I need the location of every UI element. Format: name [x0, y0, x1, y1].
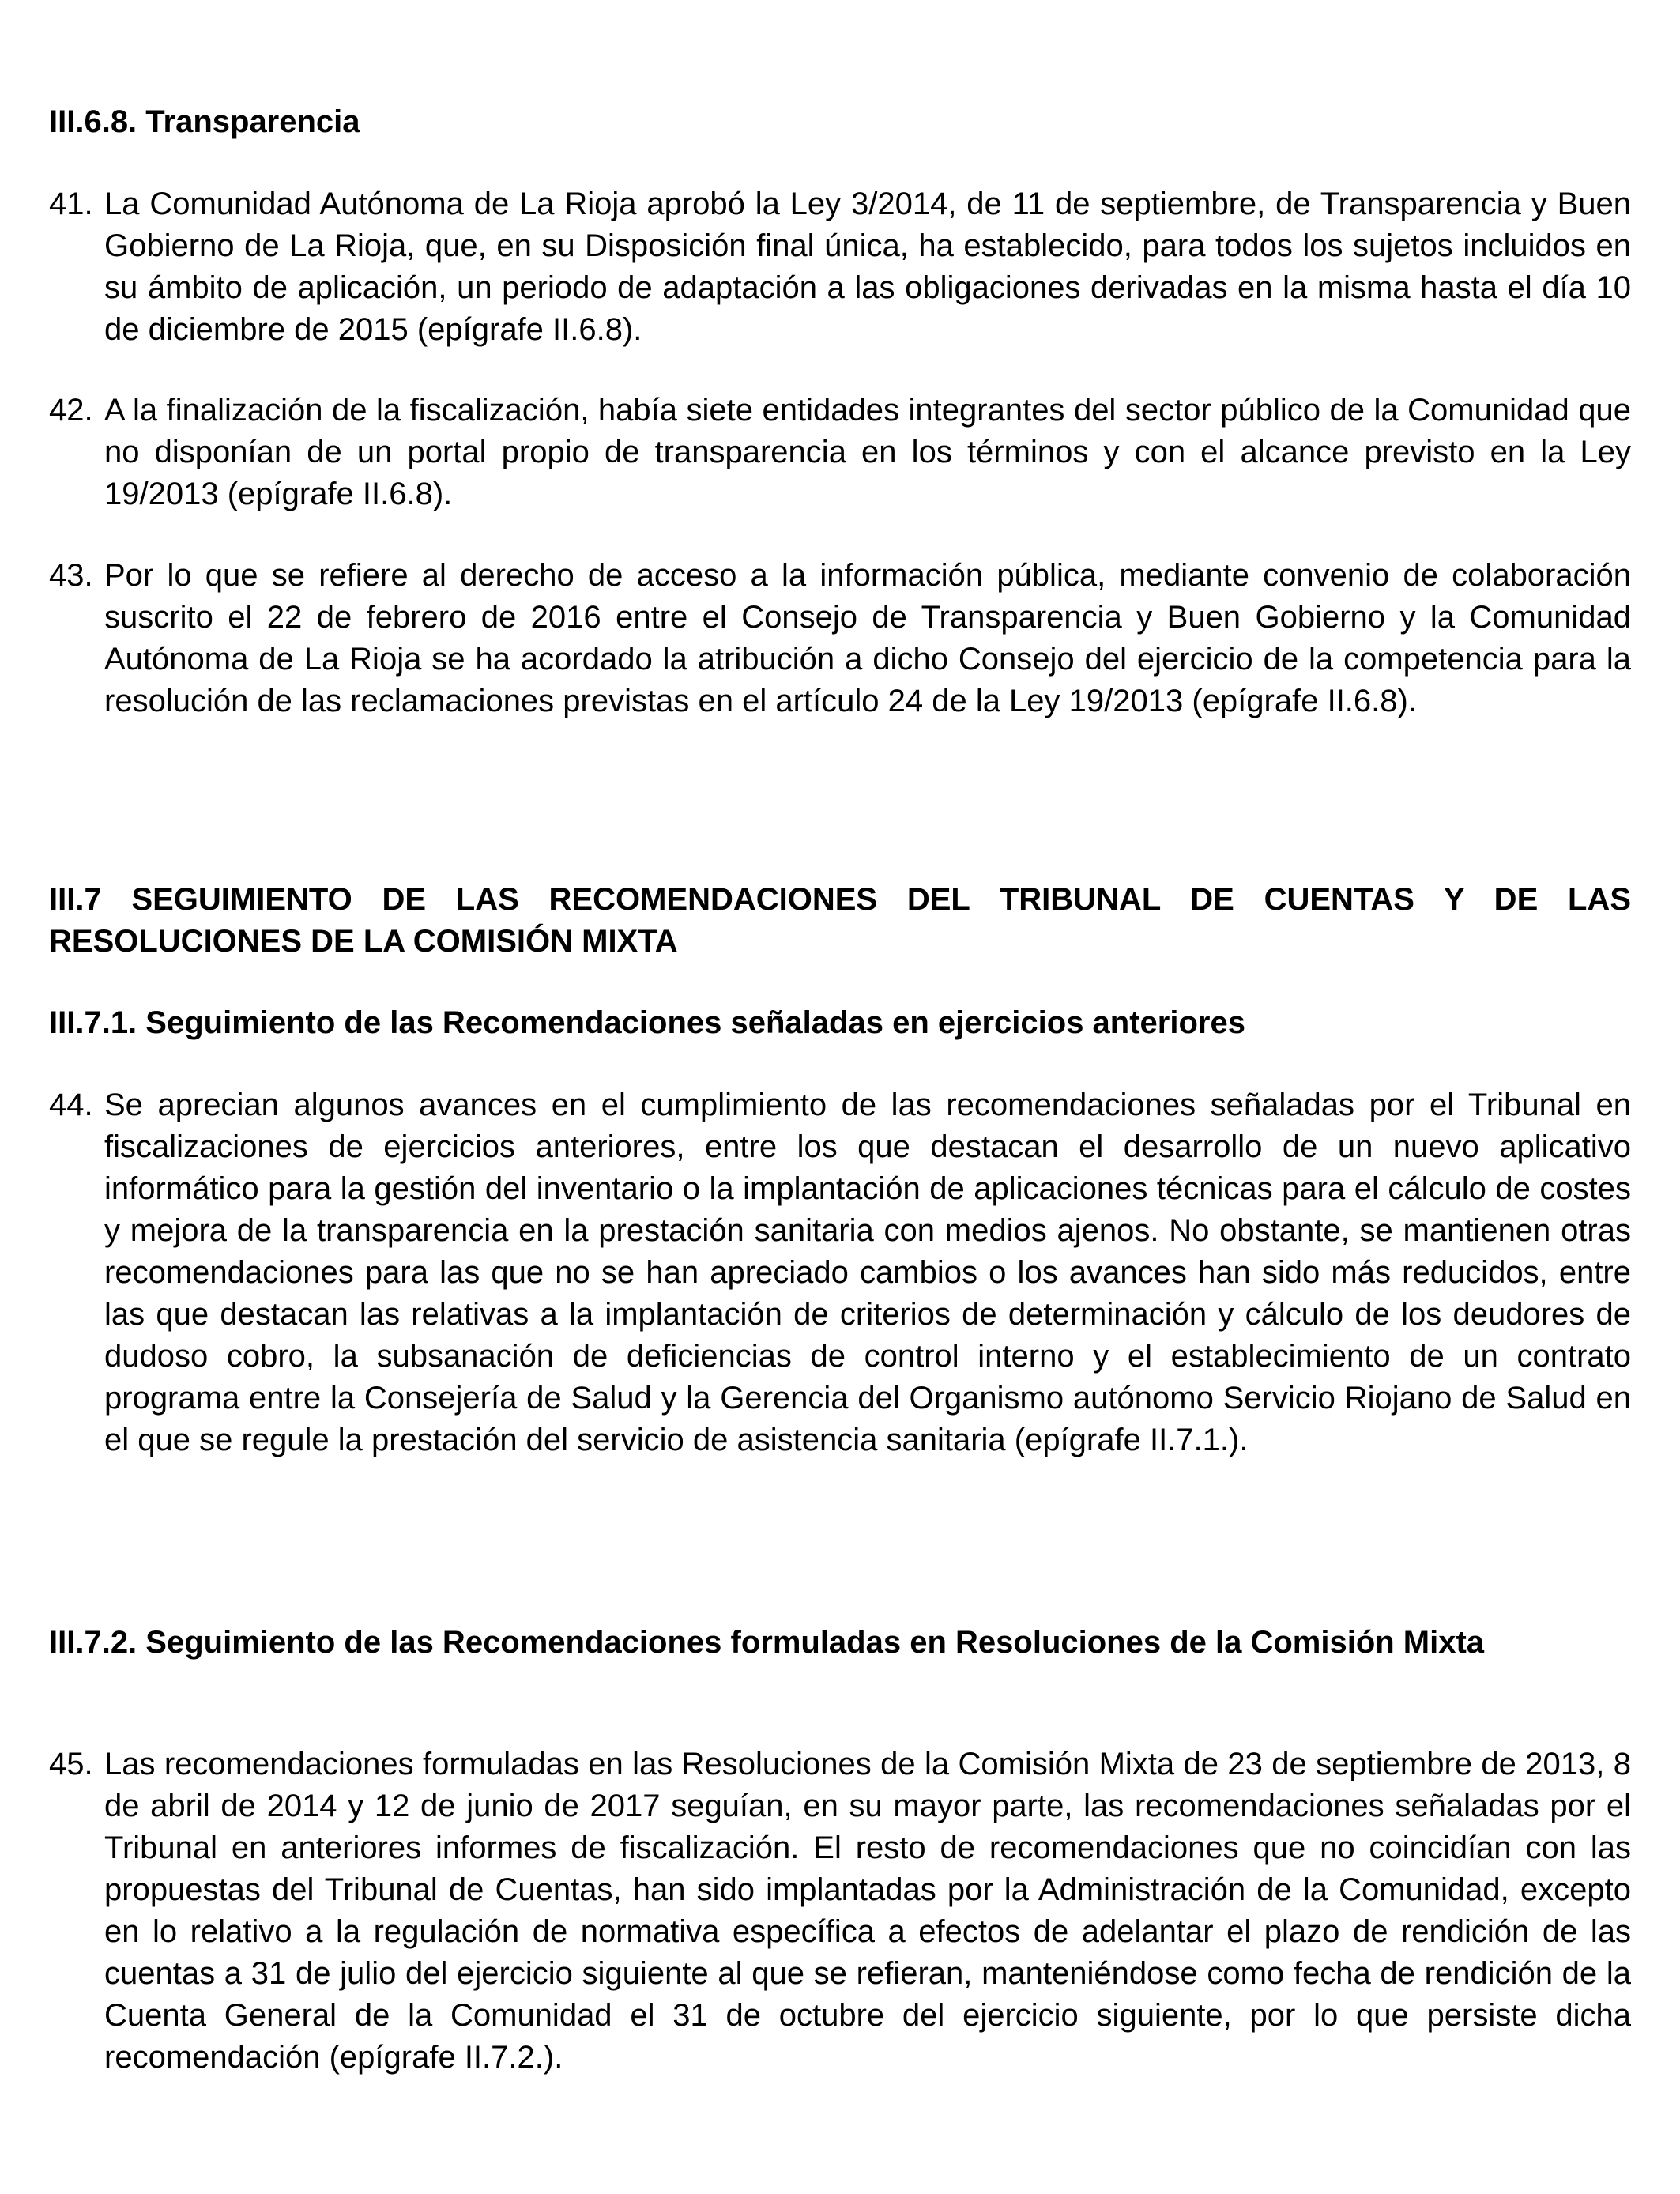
paragraph-45 — [49, 1744, 1631, 2079]
paragraph-43 — [49, 555, 1631, 722]
subsection-heading-comision-mixta: III.7.2. Seguimiento de las Recomendaciones formuladas en Resoluciones de la Comisión Mixta — [49, 1625, 1485, 1660]
paragraph-number: 44. — [49, 1088, 93, 1122]
paragraph-44 — [49, 1084, 1631, 1461]
paragraph-text: La Comunidad Autónoma de La Rioja aprobó la Ley 3/2014, de 11 de septiembre, de Transparencia y Buen Gobierno de La Rioja, que, en su Disposición final única, ha establecido, para todos los sujetos incluidos en su ámbito de aplicación, un periodo de adaptación a las obligaciones derivadas en la misma hasta el día 10 de diciembre de 2015 (epígrafe II.6.8). — [104, 187, 1631, 347]
subsection-heading-ejercicios-anteriores: III.7.1. Seguimiento de las Recomendaciones señaladas en ejercicios anteriores — [49, 1005, 1245, 1040]
paragraph-41 — [49, 183, 1631, 351]
paragraph-number: 41. — [49, 187, 93, 221]
section-heading-seguimiento: III.7 SEGUIMIENTO DE LAS RECOMENDACIONES DEL TRIBUNAL DE CUENTAS Y DE LAS RESOLUCIONES DE LA COMISIÓN MIXTA — [49, 882, 1631, 959]
paragraph-42 — [49, 390, 1631, 515]
paragraph-text: Las recomendaciones formuladas en las Resoluciones de la Comisión Mixta de 23 de septiembre de 2013, 8 de abril de 2014 y 12 de junio de 2017 seguían, en su mayor parte, las recomendaciones señaladas por el Tribunal en anteriores informes de fiscalización. El resto de recomendaciones que no coincidían con las propuestas del Tribunal de Cuentas, han sido implantadas por la Administración de la Comunidad, excepto en lo relativo a la regulación de normativa específica a efectos de adelantar el plazo de rendición de las cuentas a 31 de julio del ejercicio siguiente al que se refieran, manteniéndose como fecha de rendición de la Cuenta General de la Comunidad el 31 de octubre del ejercicio siguiente, por lo que persiste dicha recomendación (epígrafe II.7.2.). — [104, 1747, 1631, 2075]
paragraph-text: Por lo que se refiere al derecho de acceso a la información pública, mediante convenio de colaboración suscrito el 22 de febrero de 2016 entre el Consejo de Transparencia y Buen Gobierno y la Comunidad Autónoma de La Rioja se ha acordado la atribución a dicho Consejo del ejercicio de la competencia para la resolución de las reclamaciones previstas en el artículo 24 de la Ley 19/2013 (epígrafe II.6.8). — [104, 558, 1631, 718]
paragraph-number: 43. — [49, 558, 93, 593]
paragraph-number: 45. — [49, 1747, 93, 1781]
section-heading-transparencia: III.6.8. Transparencia — [49, 104, 360, 139]
paragraph-number: 42. — [49, 393, 93, 428]
paragraph-text: Se aprecian algunos avances en el cumplimiento de las recomendaciones señaladas por el Tribunal en fiscalizaciones de ejercicios anteriores, entre los que destacan el desarrollo de un nuevo aplicativo informático para la gestión del inventario o la implantación de aplicaciones técnicas para el cálculo de costes y mejora de la transparencia en la prestación sanitaria con medios ajenos. No obstante, se mantienen otras recomendaciones para las que no se han apreciado cambios o los avances han sido más reducidos, entre las que destacan las relativas a la implantación de criterios de determinación y cálculo de los deudores de dudoso cobro, la subsanación de deficiencias de control interno y el establecimiento de un contrato programa entre la Consejería de Salud y la Gerencia del Organismo autónomo Servicio Riojano de Salud en el que se regule la prestación del servicio de asistencia sanitaria (epígrafe II.7.1.). — [104, 1088, 1631, 1457]
paragraph-text: A la finalización de la fiscalización, había siete entidades integrantes del sector público de la Comunidad que no disponían de un portal propio de transparencia en los términos y con el alcance previsto en la Ley 19/2013 (epígrafe II.6.8). — [104, 393, 1631, 511]
